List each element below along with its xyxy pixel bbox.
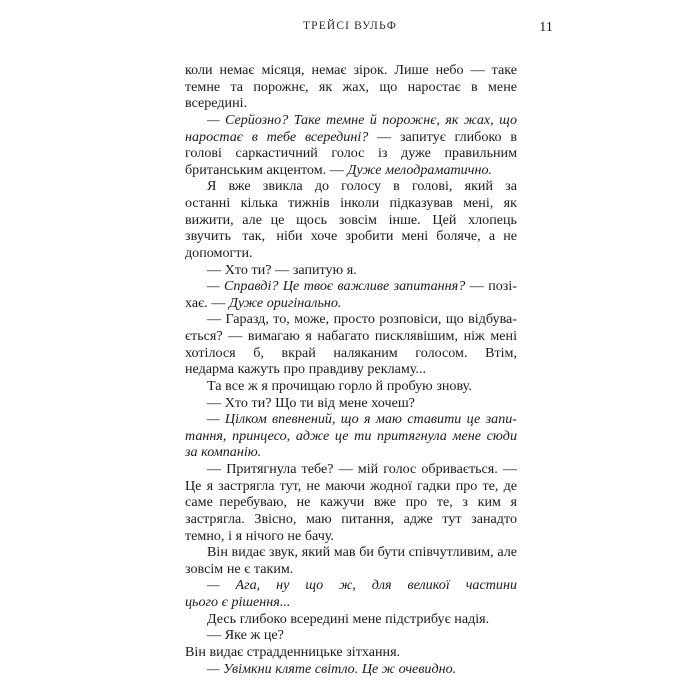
- paragraph: — Гаразд, то, може, просто розповіси, що відбувається? — вимагаю я набагато писклявішим, ніж мені хотілося б, вкрай наляканим голосом. Втім, недарма кажуть про правдиву рекламу...: [185, 311, 517, 378]
- paragraph: — Цілком впевнений, що я маю ставити це запитання, принцесо, адже це ти притягнула мене сюди за компанію.: [185, 411, 517, 461]
- body-text: [185, 62, 517, 677]
- paragraph: — Яке ж це?: [207, 627, 284, 644]
- paragraph: — Увімкни кляте світло. Це ж очевидно.: [207, 660, 457, 677]
- paragraph: — Ага, ну що ж, для великої частини цього є рішення...: [185, 577, 517, 610]
- running-head-title: ТРЕЙСІ ВУЛЬФ: [303, 20, 397, 32]
- paragraph: Десь глибоко всередині мене підстрибує надія.: [207, 610, 490, 627]
- paragraph: — Хто ти? — запитую я.: [207, 261, 357, 278]
- paragraph: Та все ж я прочищаю горло й пробую знову.: [207, 377, 472, 394]
- paragraph: Я вже звикла до голосу в голові, який за останні кілька тижнів інколи підказував мені, як вижити, але це щось зовсім інше. Цей хлопець звучить так, ніби хоче зробити мені боляче, а не допомогти.: [185, 178, 517, 261]
- paragraph: — Справді? Це твоє важливе запитання? — позіхає. — Дуже оригінально.: [185, 278, 517, 311]
- paragraph: — Притягнула тебе? — мій голос обривається. — Це я застрягла тут, не маючи жодної гадки про те, де саме перебуваю, не кажучи вже про те, з ким я застрягла. Звісно, маю питання, адже тут занадто темно, і я нічого не бачу.: [185, 461, 518, 544]
- page-number: 11: [539, 19, 553, 34]
- paragraph: коли немає місяця, немає зірок. Лише небо — таке темне та порожнє, як жах, що наростає в мене всередині.: [185, 62, 517, 112]
- paragraph: — Серйозно? Таке темне й порожнє, як жах, що наростає в тебе всередині? — запитує глибоко в голові саркастичний голос із дуже правильним британським акцентом. — Дуже мелодраматично.: [185, 111, 517, 178]
- running-head: [185, 19, 553, 38]
- paragraph: Він видає страдденницьке зітхання.: [185, 643, 401, 660]
- paragraph: Він видає звук, який мав би бути співчутливим, але зовсім не є таким.: [185, 544, 517, 577]
- paragraph: — Хто ти? Що ти від мене хочеш?: [207, 394, 415, 411]
